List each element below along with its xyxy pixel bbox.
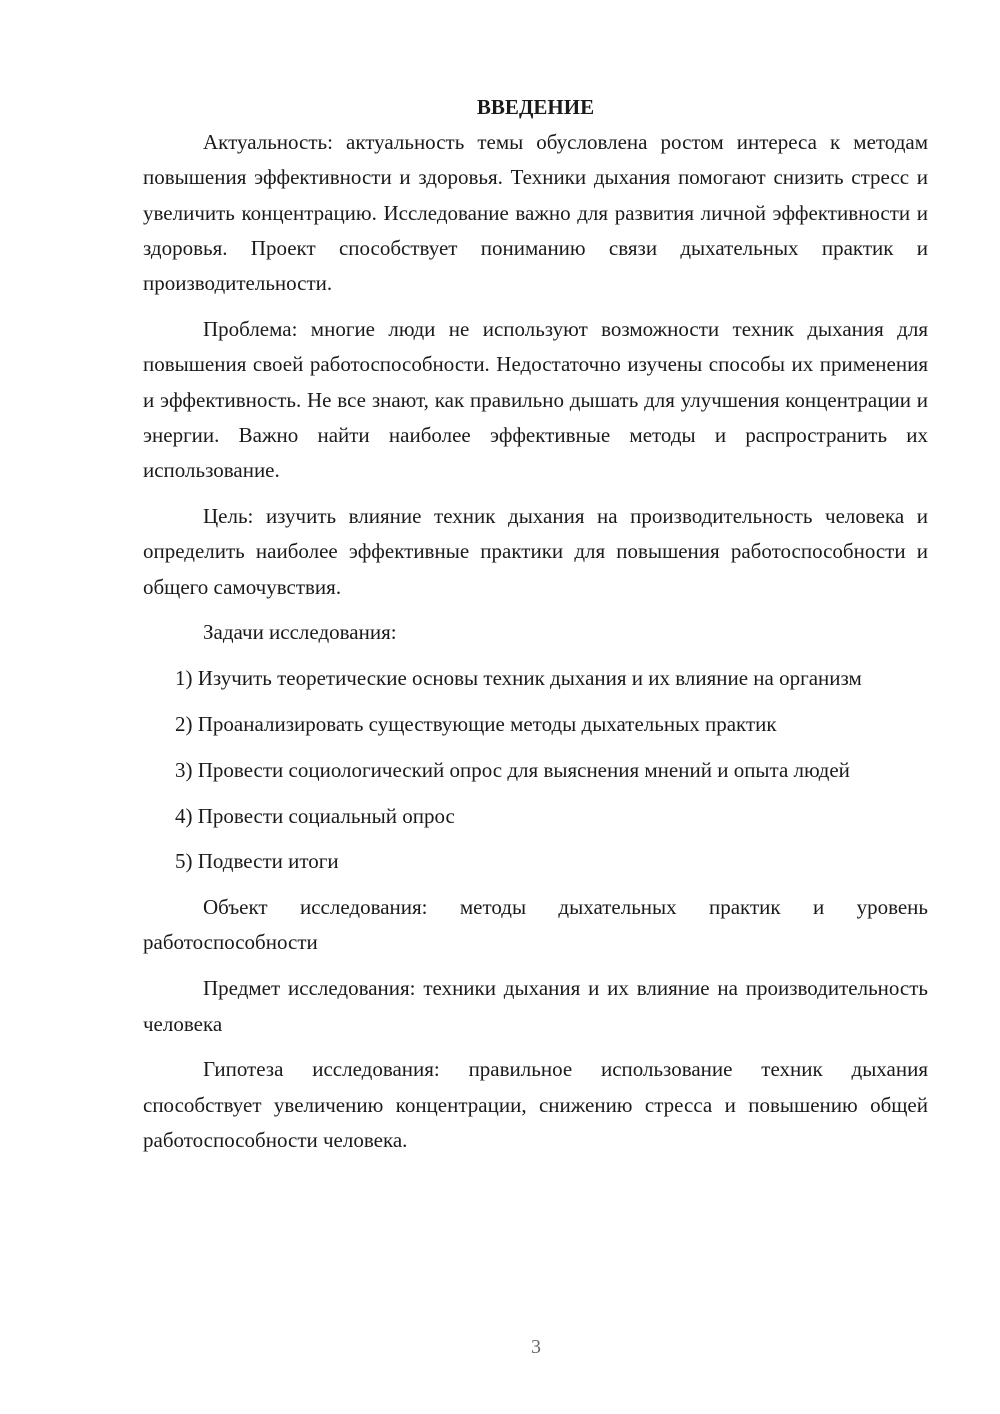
paragraph-hypothesis: Гипотеза исследования: правильное использование техник дыхания способствует увеличению концентрации, снижению стресса и повышению общей работоспособности человека. xyxy=(143,1057,928,1152)
task-item-5: 5) Подвести итоги xyxy=(175,849,339,874)
task-item-1: 1) Изучить теоретические основы техник дыхания и их влияние на организм xyxy=(175,666,862,691)
paragraph-problem: Проблема: многие люди не используют возможности техник дыхания для повышения своей работоспособности. Недостаточно изучены способы их применения и эффективность. Не все знают, как правильно дышать для улучшения концентрации и энергии. Важно найти наиболее эффективные методы и распространить их использование. xyxy=(143,316,928,483)
tasks-heading: Задачи исследования: xyxy=(203,620,397,645)
paragraph-object: Объект исследования: методы дыхательных практик и уровень работоспособности xyxy=(143,895,928,955)
page-number: 3 xyxy=(531,1336,541,1358)
task-item-3: 3) Провести социологический опрос для выяснения мнений и опыта людей xyxy=(175,757,850,782)
paragraph-subject: Предмет исследования: техники дыхания и их влияние на производительность человека xyxy=(143,976,928,1036)
document-page xyxy=(143,90,928,1169)
paragraph-relevance: Актуальность: актуальность темы обусловлена ростом интереса к методам повышения эффективности и здоровья. Техники дыхания помогают снизить стресс и увеличить концентрацию. Исследование важно для развития личной эффективности и здоровья. Проект способствует пониманию связи дыхательных практик и производительности. xyxy=(143,130,928,296)
paragraph-goal: Цель: изучить влияние техник дыхания на производительность человека и определить наиболее эффективные практики для повышения работоспособности и общего самочувствия. xyxy=(143,503,928,599)
task-item-2: 2) Проанализировать существующие методы дыхательных практик xyxy=(175,711,777,736)
task-item-4: 4) Провести социальный опрос xyxy=(175,803,455,828)
section-title: ВВЕДЕНИЕ xyxy=(476,95,595,119)
